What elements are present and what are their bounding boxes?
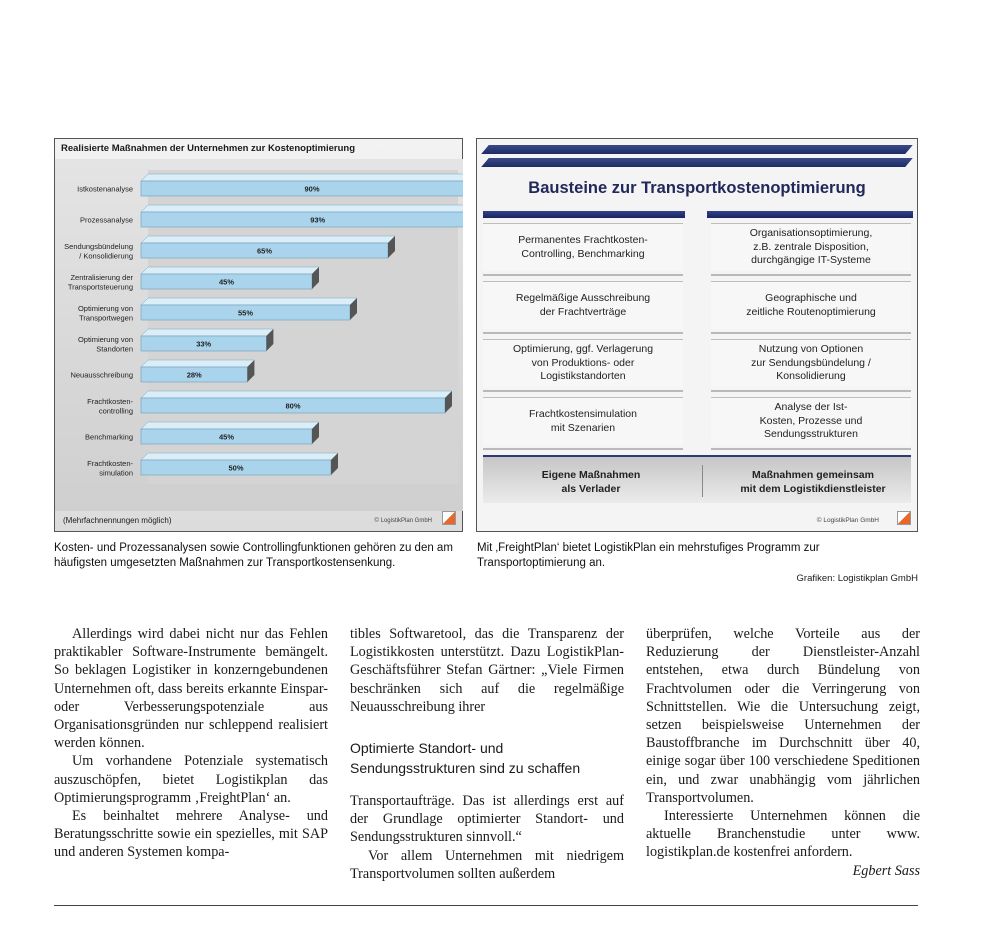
bar-top-face [141, 360, 254, 367]
category-label: Optimierung von [77, 303, 133, 313]
building-block [711, 397, 911, 445]
bar-value-label: 33% [196, 339, 212, 349]
category-label: Transportsteuerung [67, 282, 133, 292]
blocks-title: Bausteine zur Transportkostenoptimierung [528, 179, 866, 197]
category-label: Prozessanalyse [80, 215, 133, 225]
header-stripe-bottom [481, 158, 913, 167]
building-block-text: Permanentes Frachtkosten- Controlling, Benchmarking [518, 233, 648, 260]
category-label: Frachtkosten- [87, 458, 133, 468]
building-block-text: Geographische und zeitliche Routenoptimierung [746, 291, 876, 318]
category-label: Zentralisierung der [70, 272, 133, 282]
article-subheading: Optimierte Standort- und Sendungsstrukturen sind zu schaffen [350, 740, 581, 777]
building-block [711, 339, 911, 387]
bar-value-label: 80% [285, 401, 301, 411]
paragraph: Interessierte Unternehmen können die aktuelle Branchenstudie unter www. logistikplan.de kostenfrei anfordern. [646, 808, 920, 861]
bar-top-face [141, 422, 319, 429]
base-left-label: Eigene Maßnahmen als Verlader [541, 469, 641, 495]
paragraph: tibles Softwaretool, das die Transparenz der Logistikkosten unterstützt. Dazu LogistikPlan-Geschäftsführer Stefan Gärtner: „Viele Firmen beschränken sich auf die regelmäßige Neuausschreibung ihrer [350, 626, 624, 715]
bar-value-label: 45% [218, 432, 235, 442]
article-column-3 [646, 625, 920, 880]
blocks-copyright: © LogistikPlan GmbH [816, 517, 879, 524]
block-separator [483, 448, 683, 450]
right-column-bar [707, 211, 913, 218]
logistikplan-logo-icon [897, 511, 911, 525]
bar-value-label: 90% [304, 184, 320, 194]
paragraph: Vor allem Unternehmen mit niedrigem Transportvolumen sollten außerdem [350, 847, 624, 882]
building-block-text: Optimierung, ggf. Verlagerung von Produktions- oder Logistikstandorten [512, 343, 654, 383]
base-right-label: Maßnahmen gemeinsam mit dem Logistikdienstleister [740, 469, 886, 495]
left-caption: Kosten- und Prozessanalysen sowie Controllingfunktionen gehören zu den am häufigsten umgesetzten Maßnahmen zur Transportkostensenkung. [54, 542, 453, 570]
bar-top-face [141, 453, 338, 460]
building-block-text: Organisationsoptimierung, z.B. zentrale Disposition, durchgängige IT-Systeme [749, 227, 873, 267]
article-column-2 [350, 625, 624, 883]
building-block-text: Nutzung von Optionen zur Sendungsbündelung / Konsolidierung [751, 343, 871, 383]
bar-top-face [141, 267, 319, 274]
base-divider [702, 465, 703, 497]
paragraph: Es beinhaltet mehrere Analyse- und Beratungsschritte sowie ein spezielles, mit SAP und anderen Systemen kompa- [54, 808, 328, 861]
chart-title: Realisierte Maßnahmen der Unternehmen zur Kostenoptimierung [61, 143, 356, 154]
category-label: Neuausschreibung [70, 370, 133, 380]
block-separator [711, 448, 911, 450]
building-block [483, 397, 683, 445]
left-column-bar [483, 211, 685, 218]
paragraph: Allerdings wird dabei nicht nur das Fehlen praktikabler Software-Instrumente bemängelt. So beklagen Logistiker in konzerngebundenen Unternehmen oft, dass bereits erkannte Einspar- oder Verbesserungspotenziale aus Organisationsgründen nur schleppend realisiert werden können. [54, 626, 328, 752]
category-label: Frachtkosten- [87, 396, 133, 406]
blocks-panel [476, 138, 918, 532]
block-separator [483, 274, 683, 276]
building-block-text: Analyse der Ist- Kosten, Prozesse und Sendungsstrukturen [759, 401, 863, 441]
bottom-rule [54, 905, 918, 906]
bar-top-face [141, 329, 273, 336]
bar-value-label: 93% [310, 215, 326, 225]
block-separator [711, 332, 911, 334]
paragraph: Um vorhandene Potenziale systematisch auszuschöpfen, bietet Logistikplan das Optimierungsprogramm ‚FreightPlan‘ an. [54, 753, 328, 806]
category-label: Transportwegen [79, 313, 133, 323]
paragraph: Transportaufträge. Das ist allerdings erst auf der Grundlage optimierter Standort- und Sendungsstrukturen sinnvoll.“ [350, 793, 624, 846]
bar-top-face [141, 174, 463, 181]
bar-value-label: 55% [237, 308, 254, 318]
building-block-text: Regelmäßige Ausschreibung der Frachtverträge [515, 291, 651, 318]
block-separator [483, 390, 683, 392]
bar-top-face [141, 298, 357, 305]
building-block [711, 223, 911, 271]
bar-top-face [141, 391, 452, 398]
bar-value-label: 50% [228, 463, 244, 473]
base-block [483, 455, 911, 503]
bar-chart [55, 159, 463, 511]
bar-value-label: 28% [186, 370, 202, 380]
header-stripe-top [481, 145, 913, 154]
category-label: Optimierung von [77, 334, 133, 344]
article-column-1 [54, 625, 328, 862]
category-label: controlling [98, 406, 133, 416]
building-block [711, 281, 911, 329]
category-label: Sendungsbündelung [64, 241, 133, 251]
category-label: / Konsolidierung [79, 251, 133, 261]
bar-top-face [141, 205, 463, 212]
chart-footnote: (Mehrfachnennungen möglich) [63, 516, 172, 525]
block-separator [483, 332, 683, 334]
logistikplan-logo-icon [442, 511, 456, 525]
category-label: Benchmarking [85, 432, 133, 442]
chart-copyright: © LogistikPlan GmbH [374, 518, 432, 524]
chart-panel [54, 138, 463, 532]
building-block-text: Frachtkostensimulation mit Szenarien [529, 407, 637, 434]
building-block [483, 223, 683, 271]
graphics-credit: Grafiken: Logistikplan GmbH [796, 573, 918, 584]
paragraph: überprüfen, welche Vorteile aus der Reduzierung der Dienstleister-Anzahl entstehen, etwa durch Bündelung von Frachtvolumen oder die Verringerung von Schnittstellen. Wie die Untersuchung zeigt, setzen beispielsweise Unternehmen der Baustoffbranche im Durchschnitt über 40, einige sogar über 100 verschiedene Speditionen ein, und zwar unabhängig vom jährlichen Transportvolumen. [646, 626, 920, 806]
right-caption: Mit ‚FreightPlan‘ bietet LogistikPlan ein mehrstufiges Programm zur Transportoptimierung an. [477, 542, 820, 570]
building-block [483, 339, 683, 387]
category-label: simulation [99, 468, 133, 478]
bar-top-face [141, 236, 395, 243]
block-separator [711, 390, 911, 392]
bar [141, 212, 463, 227]
category-label: Istkostenanalyse [77, 184, 133, 194]
category-label: Standorten [96, 344, 133, 354]
building-block [483, 281, 683, 329]
bar-value-label: 65% [256, 246, 273, 256]
chart-plot-area [55, 159, 463, 511]
bar [141, 181, 463, 196]
block-separator [711, 274, 911, 276]
bar-value-label: 45% [218, 277, 235, 287]
author-signature: Egbert Sass [852, 862, 920, 879]
